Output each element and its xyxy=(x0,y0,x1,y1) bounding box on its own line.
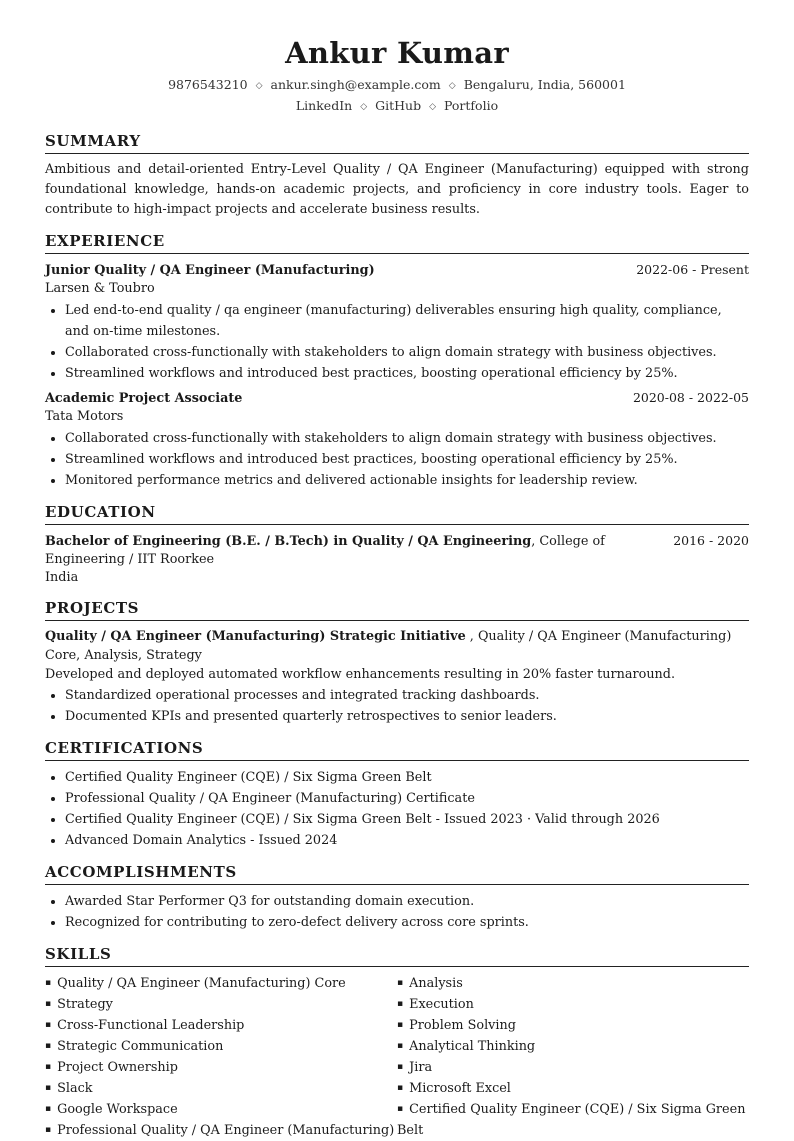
skill-item: ▪ Slack xyxy=(45,1078,397,1099)
skills-column-right xyxy=(397,973,749,1141)
linkedin-link[interactable]: LinkedIn xyxy=(295,98,353,113)
summary-text: Ambitious and detail-oriented Entry-Level Quality / QA Engineer (Manufacturing) equipped with strong foundational knowledge, hands-on academic projects, and proficiency in core industry tools. Eager to contribute to high-impact projects and accelerate business results. xyxy=(45,162,749,217)
degree: Bachelor of Engineering (B.E. / B.Tech) in Quality / QA Engineering xyxy=(45,534,532,549)
resume-header xyxy=(45,36,749,117)
separator-diamond-icon: ◇ xyxy=(255,81,263,91)
portfolio-link[interactable]: Portfolio xyxy=(444,98,499,113)
candidate-name: Ankur Kumar xyxy=(285,36,509,70)
skills-columns xyxy=(45,973,749,1141)
experience-entry xyxy=(45,388,749,491)
project-tags: , Quality / QA Engineer (Manufacturing) Core, Analysis, Strategy xyxy=(45,629,732,663)
experience-section xyxy=(45,231,749,491)
skill-item: ▪ Microsoft Excel xyxy=(397,1078,749,1099)
skill-item: ▪ Execution xyxy=(397,994,749,1015)
bullet-item: • Collaborated cross-functionally with stakeholders to align domain strategy with business objectives. xyxy=(65,342,749,363)
section-title: EDUCATION xyxy=(45,502,749,525)
skill-item: ▪ Analytical Thinking xyxy=(397,1036,749,1057)
project-bullets xyxy=(45,685,749,727)
accomplishment-item: • Awarded Star Performer Q3 for outstanding domain execution. xyxy=(65,891,749,912)
job-role: Academic Project Associate xyxy=(45,391,243,406)
skill-item: ▪ Project Ownership xyxy=(45,1057,397,1078)
education-entry xyxy=(45,531,749,569)
job-company: Larsen & Toubro xyxy=(45,281,155,296)
job-role: Junior Quality / QA Engineer (Manufacturing) xyxy=(45,263,375,278)
project-description: Developed and deployed automated workflow enhancements resulting in 20% faster turnaround. xyxy=(45,667,676,682)
separator-diamond-icon: ◇ xyxy=(360,102,368,112)
section-title: PROJECTS xyxy=(45,598,749,621)
bullet-item: • Streamlined workflows and introduced best practices, boosting operational efficiency by 25%. xyxy=(65,449,749,470)
links-line xyxy=(45,96,749,117)
separator-diamond-icon: ◇ xyxy=(429,102,436,112)
certification-item: • Certified Quality Engineer (CQE) / Six Sigma Green Belt xyxy=(65,767,749,788)
section-title: ACCOMPLISHMENTS xyxy=(45,862,749,885)
skill-item: ▪ Problem Solving xyxy=(397,1015,749,1036)
certification-item: • Advanced Domain Analytics - Issued 2024 xyxy=(65,830,749,851)
accomplishments-section xyxy=(45,862,749,933)
contact-line xyxy=(45,75,749,96)
skill-item: ▪ Jira xyxy=(397,1057,749,1078)
section-title: CERTIFICATIONS xyxy=(45,738,749,761)
accomplishment-item: • Recognized for contributing to zero-defect delivery across core sprints. xyxy=(65,912,749,933)
certification-list xyxy=(45,767,749,851)
skills-section xyxy=(45,944,749,1141)
location: Bengaluru, India, 560001 xyxy=(463,77,626,92)
certification-item: • Certified Quality Engineer (CQE) / Six Sigma Green Belt - Issued 2023 · Valid through 2026 xyxy=(65,809,749,830)
section-title: SKILLS xyxy=(45,944,749,967)
job-dates: 2022-06 - Present xyxy=(636,262,749,277)
education-dates: 2016 - 2020 xyxy=(673,533,749,548)
bullet-item: • Led end-to-end quality / qa engineer (manufacturing) deliverables ensuring high quality, compliance, and on-time milestones. xyxy=(65,300,749,342)
summary-section xyxy=(45,131,749,220)
experience-entry xyxy=(45,260,749,384)
bullet-item: • Collaborated cross-functionally with stakeholders to align domain strategy with business objectives. xyxy=(65,428,749,449)
skill-item: ▪ Analysis xyxy=(397,973,749,994)
project-name: Quality / QA Engineer (Manufacturing) Strategic Initiative xyxy=(45,629,466,644)
education-country: India xyxy=(45,570,79,585)
email: ankur.singh@example.com xyxy=(270,77,441,92)
skill-item: ▪ Cross-Functional Leadership xyxy=(45,1015,397,1036)
certification-item: • Professional Quality / QA Engineer (Manufacturing) Certificate xyxy=(65,788,749,809)
section-title: SUMMARY xyxy=(45,131,749,154)
skill-item: ▪ Google Workspace xyxy=(45,1099,397,1120)
bullet-item: • Standardized operational processes and integrated tracking dashboards. xyxy=(65,685,749,706)
skill-item: ▪ Strategic Communication xyxy=(45,1036,397,1057)
github-link[interactable]: GitHub xyxy=(375,98,422,113)
skill-item: ▪ Quality / QA Engineer (Manufacturing) Core xyxy=(45,973,397,994)
education-section xyxy=(45,502,749,587)
bullet-item: • Monitored performance metrics and delivered actionable insights for leadership review. xyxy=(65,470,749,491)
accomplishment-list xyxy=(45,891,749,933)
school: , College of Engineering / IIT Roorkee xyxy=(45,534,605,567)
project-heading xyxy=(45,627,749,665)
section-title: EXPERIENCE xyxy=(45,231,749,254)
certifications-section xyxy=(45,738,749,851)
job-dates: 2020-08 - 2022-05 xyxy=(632,390,749,405)
skills-column-left xyxy=(45,973,397,1141)
bullet-item: • Streamlined workflows and introduced best practices, boosting operational efficiency by 25%. xyxy=(65,363,749,384)
projects-section xyxy=(45,598,749,727)
job-bullets xyxy=(45,300,749,384)
skill-item: ▪ Certified Quality Engineer (CQE) / Six Sigma Green Belt xyxy=(397,1099,749,1141)
phone: 9876543210 xyxy=(168,77,248,92)
separator-diamond-icon: ◇ xyxy=(448,81,456,91)
skill-item: ▪ Professional Quality / QA Engineer (Manufacturing) xyxy=(45,1120,397,1141)
job-bullets xyxy=(45,428,749,491)
skill-item: ▪ Strategy xyxy=(45,994,397,1015)
bullet-item: • Documented KPIs and presented quarterly retrospectives to senior leaders. xyxy=(65,706,749,727)
job-company: Tata Motors xyxy=(45,409,124,424)
